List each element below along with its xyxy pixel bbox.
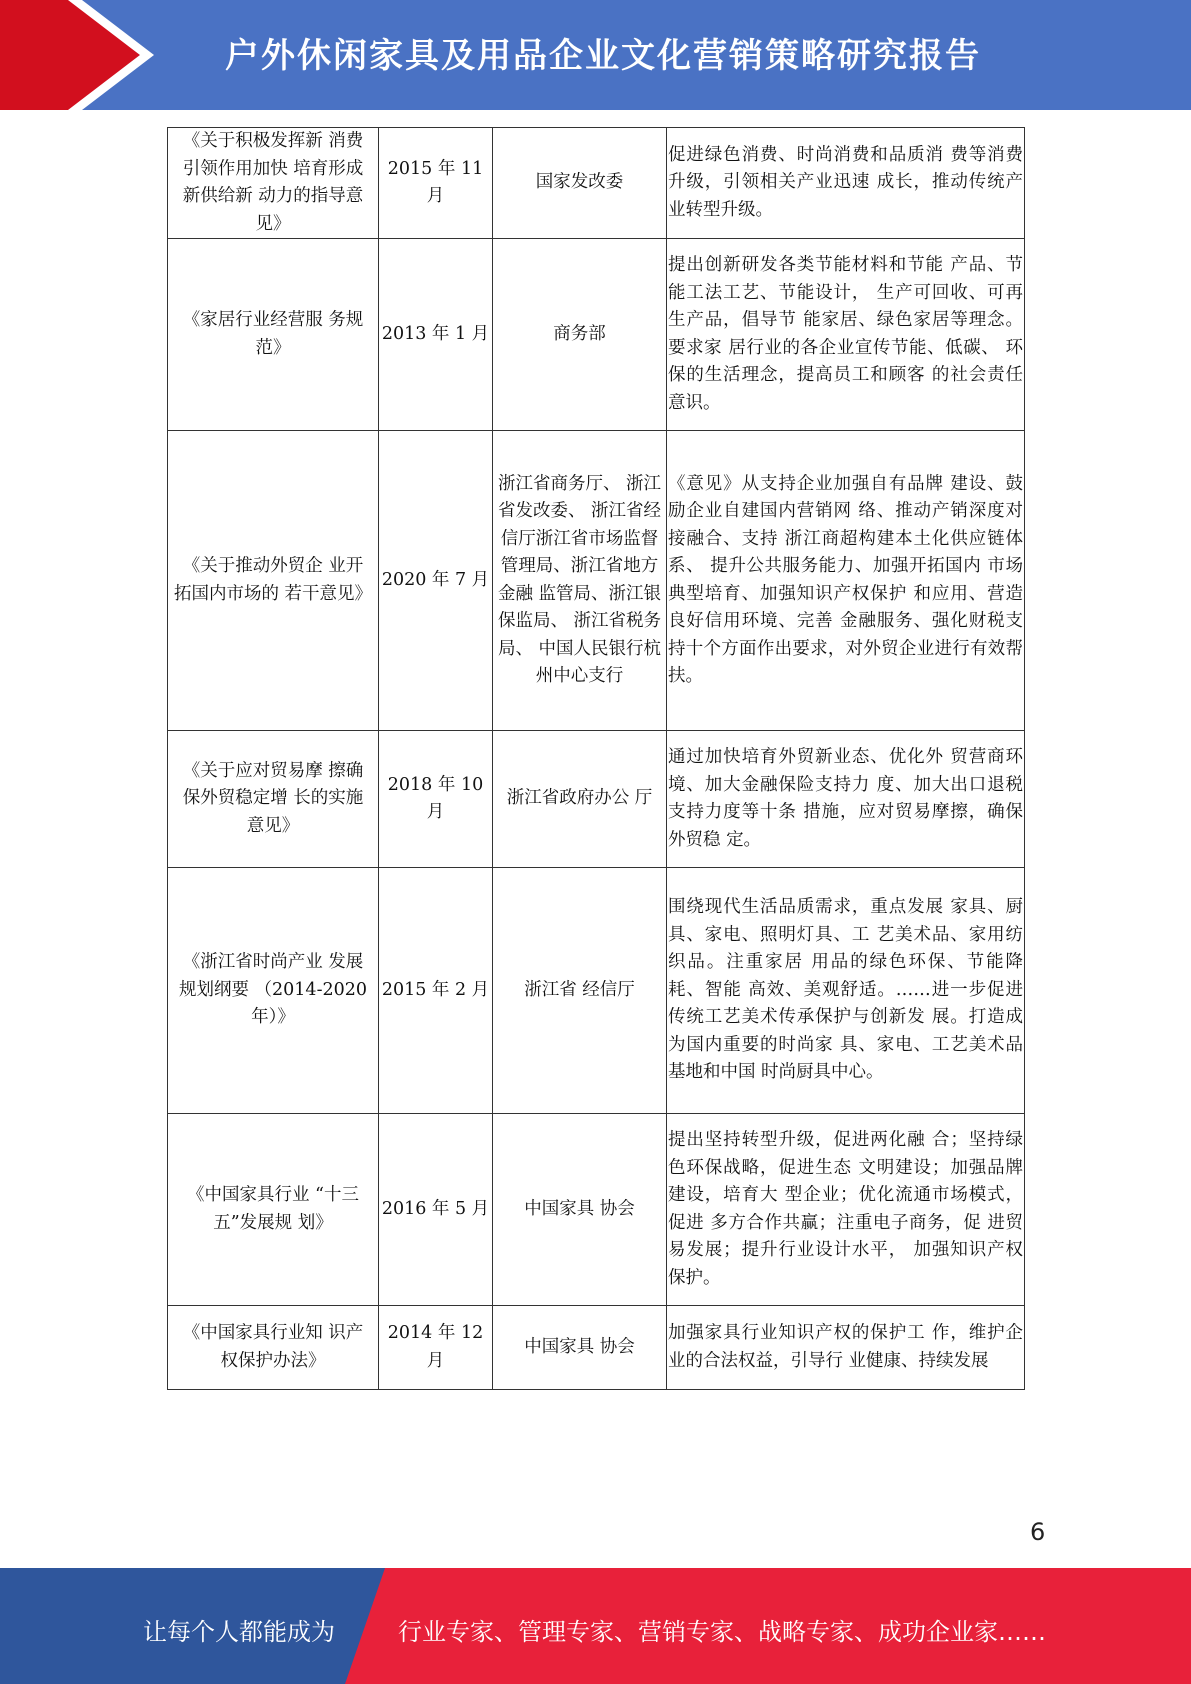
policy-name: 《关于应对贸易摩 擦确保外贸稳定增 长的实施意见》 xyxy=(168,731,379,868)
table-row xyxy=(168,128,1025,239)
issuing-body: 中国家具 协会 xyxy=(493,1114,667,1306)
policy-content: 《意见》从支持企业加强自有品牌 建设、鼓励企业自建国内营销网 络、推动产销深度对接融合、支持 浙江商超构建本土化供应链体系、 提升公共服务能力、加强开拓国内 市场典型培育、加强知识产权保护 和应用、营造良好信用环境、完善 金融服务、强化财税支持十个方面作出要求，对外贸企业进行有效帮 扶。 xyxy=(667,431,1025,731)
page-header xyxy=(0,0,1191,110)
page-footer xyxy=(0,1568,1191,1684)
policy-name: 《浙江省时尚产业 发展规划纲要 （2014-2020 年）》 xyxy=(168,868,379,1114)
policy-content: 通过加快培育外贸新业态、优化外 贸营商环境、加大金融保险支持力 度、加大出口退税支持力度等十条 措施，应对贸易摩擦，确保外贸稳 定。 xyxy=(667,731,1025,868)
policy-table xyxy=(167,127,1025,1390)
policy-name: 《中国家具行业知 识产权保护办法》 xyxy=(168,1306,379,1390)
policy-name: 《家居行业经营服 务规范》 xyxy=(168,239,379,431)
issue-date: 2016 年 5 月 xyxy=(379,1114,493,1306)
page-number: 6 xyxy=(1030,1518,1046,1546)
table-row xyxy=(168,239,1025,431)
policy-content: 围绕现代生活品质需求，重点发展 家具、厨具、家电、照明灯具、工 艺美术品、家用纺织品。注重家居 用品的绿色环保、节能降耗、智能 高效、美观舒适。……进一步促进 传统工艺美术传承保护与创新发 展。打造成为国内重要的时尚家 具、家电、工艺美术品基地和中国 时尚厨具中心。 xyxy=(667,868,1025,1114)
policy-content: 加强家具行业知识产权的保护工 作，维护企业的合法权益，引导行 业健康、持续发展 xyxy=(667,1306,1025,1390)
issue-date: 2015 年 2 月 xyxy=(379,868,493,1114)
policy-content: 提出创新研发各类节能材料和节能 产品、节能工法工艺、节能设计， 生产可回收、可再生产品，倡导节 能家居、绿色家居等理念。要求家 居行业的各企业宣传节能、低碳、 环保的生活理念，提高员工和顾客 的社会责任意识。 xyxy=(667,239,1025,431)
table-row xyxy=(168,731,1025,868)
issuing-body: 商务部 xyxy=(493,239,667,431)
footer-slogan-rest: 行业专家、管理专家、营销专家、战略专家、成功企业家…… xyxy=(398,1618,1046,1646)
table-row xyxy=(168,1306,1025,1390)
policy-name: 《关于推动外贸企 业开拓国内市场的 若干意见》 xyxy=(168,431,379,731)
issuing-body: 国家发改委 xyxy=(493,128,667,239)
table-row xyxy=(168,868,1025,1114)
table-row xyxy=(168,431,1025,731)
policy-content: 促进绿色消费、时尚消费和品质消 费等消费升级，引领相关产业迅速 成长，推动传统产业转型升级。 xyxy=(667,128,1025,239)
issue-date: 2018 年 10 月 xyxy=(379,731,493,868)
issuing-body: 浙江省商务厅、 浙江省发改委、 浙江省经信厅浙江省市场监督 管理局、浙江省地方金融 监管局、浙江银保监局、 浙江省税务局、 中国人民银行杭州中心支行 xyxy=(493,431,667,731)
issue-date: 2013 年 1 月 xyxy=(379,239,493,431)
issue-date: 2015 年 11 月 xyxy=(379,128,493,239)
report-title: 户外休闲家具及用品企业文化营销策略研究报告 xyxy=(225,36,981,76)
issuing-body: 浙江省 经信厅 xyxy=(493,868,667,1114)
header-red-block xyxy=(0,0,140,110)
policy-content: 提出坚持转型升级，促进两化融 合；坚持绿色环保战略，促进生态 文明建设；加强品牌建设，培育大 型企业；优化流通市场模式，促进 多方合作共赢；注重电子商务，促 进贸易发展；提升行业设计水平， 加强知识产权保护。 xyxy=(667,1114,1025,1306)
issue-date: 2014 年 12 月 xyxy=(379,1306,493,1390)
footer-slogan-lead: 让每个人都能成为 xyxy=(143,1618,335,1646)
policy-name: 《关于积极发挥新 消费引领作用加快 培育形成新供给新 动力的指导意见》 xyxy=(168,128,379,239)
issuing-body: 中国家具 协会 xyxy=(493,1306,667,1390)
issue-date: 2020 年 7 月 xyxy=(379,431,493,731)
table-row xyxy=(168,1114,1025,1306)
issuing-body: 浙江省政府办公 厅 xyxy=(493,731,667,868)
policy-name: 《中国家具行业 “十三五”发展规 划》 xyxy=(168,1114,379,1306)
